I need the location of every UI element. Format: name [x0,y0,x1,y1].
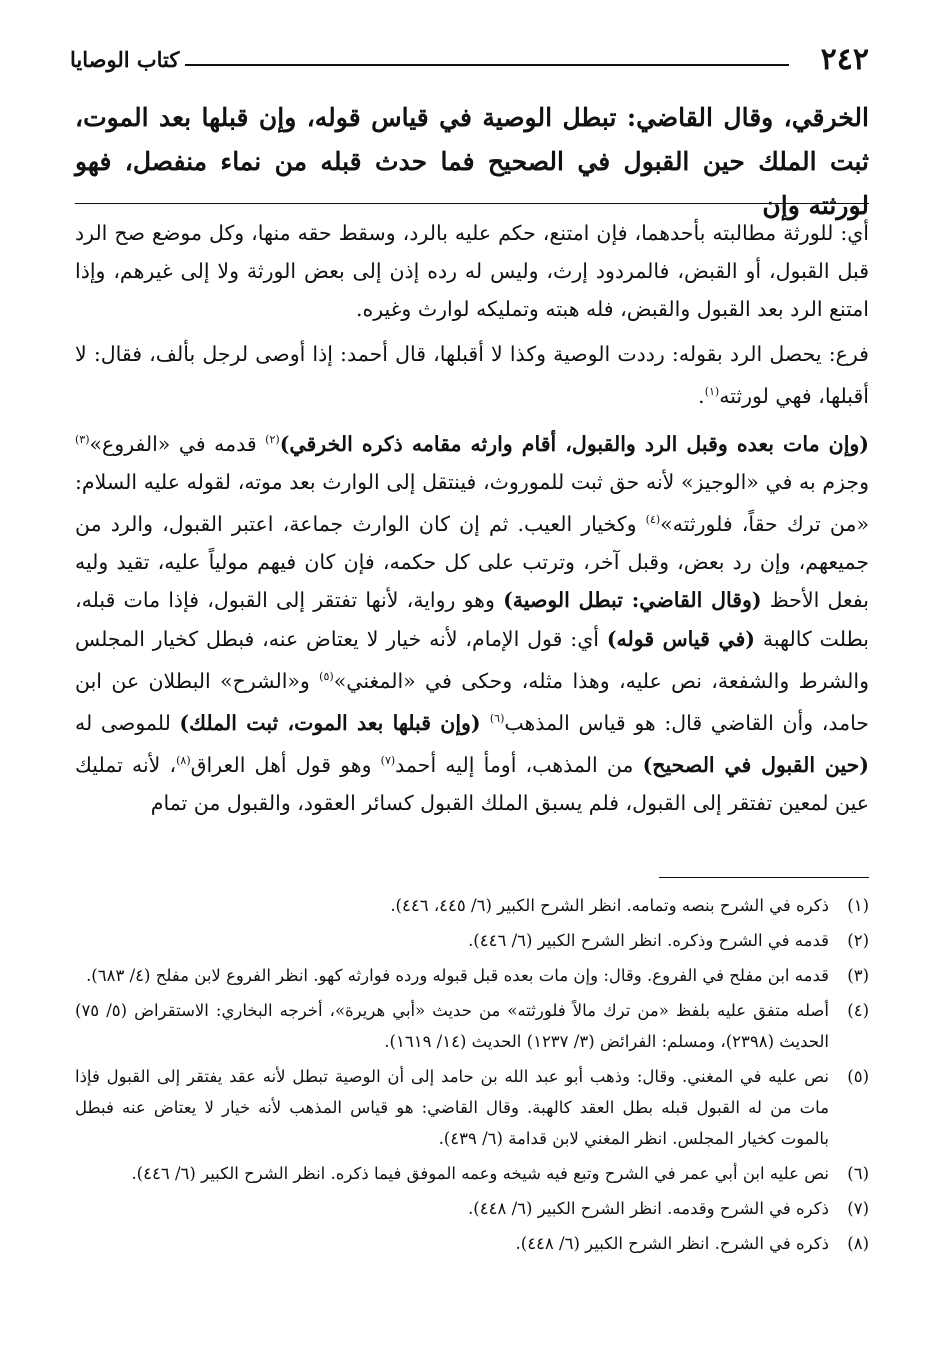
header-rule [185,64,789,66]
commentary-paragraph-2 [75,335,869,415]
matn-quote-5: (حين القبول في الصحيح) [642,752,869,777]
matn-text [75,96,869,228]
footnote-number: (١) [847,896,869,915]
text-segment: وكخيار العيب. ثم إن كان الوارث جماعة، اعتبر القبول، والرد من جميعهم، وإن رد بعض، وقبل آخر، وترتب على كل حكمه، فإن كان فيهم مولياً عليه، تقيد وليه بفعل الأحظ [75,511,869,613]
footnote-number: (٢) [847,931,869,950]
matn-paragraph: الخرقي، وقال القاضي: تبطل الوصية في قياس قوله، وإن قبلها بعد الموت، ثبت الملك حين القبول في الصحيح فما حدث قبله من نماء منفصل، فهو لورثته وإن [75,103,869,220]
paragraph-2-end: . [698,383,705,408]
footnote [75,1061,869,1154]
footnote-text: قدمه ابن مفلح في الفروع. وقال: وإن مات بعده قبل قبوله ورده فوارثه كهو. انظر الفروع لابن مفلح (٤/ ٦٨٣). [86,966,829,985]
footnote-divider [659,877,869,878]
footnote-text: ذكره في الشرح وقدمه. انظر الشرح الكبير (٦/ ٤٤٨). [468,1199,829,1218]
footnote-ref-3: (٣) [75,432,90,446]
paragraph-2-text: فرع: يحصل الرد بقوله: رددت الوصية وكذا لا أقبلها، قال أحمد: إذا أوصى لرجل بألف، فقال: لا أقبلها، فهي لورثته [75,341,869,408]
footnote-text: نص عليه في المغني. وقال: وذهب أبو عبد الله بن حامد إلى أن الوصية تبطل لأنه عقد يفتقر إلى القبول فإذا مات من له القبول قبله بطل العقد كالهبة. وقال القاضي: هو قياس المذهب لأنه خيار لا يعتاض عنه فبطل بالموت كخيار المجلس. انظر المغني لابن قدامة (٦/ ٤٣٩). [75,1067,829,1148]
footnote-number: (٤) [847,1001,869,1020]
footnote-number: (٥) [847,1067,869,1086]
commentary-paragraph-1: أي: للورثة مطالبته بأحدهما، فإن امتنع، حكم عليه بالرد، وسقط حقه منها، وكل موضع صح الرد قبل القبول، أو القبض، فالمردود إرث، وليس له رده إذن إلى بعض الورثة ولا إلى غيرهم، وإذا امتنع الرد بعد القبول والقبض، فله هبته وتمليكه لوارث وغيره. [75,221,869,322]
matn-quote-1: (وإن مات بعده وقبل الرد والقبول، أقام وارثه مقامه ذكره الخرقي) [279,431,869,456]
footnote-ref-8: (٨) [176,753,191,767]
text-segment: و«الشرح» البطلان عن ابن حامد، وأن القاضي قال: هو قياس المذهب [75,668,869,735]
footnote-text: ذكره في الشرح. انظر الشرح الكبير (٦/ ٤٤٨). [515,1234,829,1253]
footnote [75,890,869,921]
footnote [75,960,869,991]
footnote-text: قدمه في الشرح وذكره. انظر الشرح الكبير (٦/ ٤٤٦). [468,931,829,950]
footnote-ref-7: (٧) [380,753,396,767]
commentary-text [75,214,869,828]
footnote-text: نص عليه ابن أبي عمر في الشرح وتبع فيه شيخه وعمه الموفق فيما ذكره. انظر الشرح الكبير (٦/ ٤٤٦). [131,1164,829,1183]
matn-quote-3: (في قياس قوله) [606,626,755,651]
running-title: كتاب الوصايا [70,47,180,72]
footnotes [75,890,869,1263]
footnote-ref-6: (٦) [489,711,505,725]
matn-quote-2: (وقال القاضي: تبطل الوصية) [503,588,762,613]
footnote [75,1158,869,1189]
page-number: ٢٤٢ [820,42,869,77]
footnote-number: (٣) [847,966,869,985]
text-segment: وهو قول أهل العراق [190,752,381,777]
text-segment: قدمه في «الفروع» [89,431,266,456]
footnote-text: ذكره في الشرح بنصه وتمامه. انظر الشرح الكبير (٦/ ٤٤٥، ٤٤٦). [390,896,829,915]
text-segment: وهو رواية، لأنها تفتقر إلى القبول، فإذا مات قبله، بطلت كالهبة [75,588,870,651]
footnote [75,925,869,956]
footnote [75,1193,869,1224]
footnote-number: (٨) [847,1234,869,1253]
footnote-ref-2: (٢) [265,432,280,446]
footnote-number: (٦) [847,1164,869,1183]
matn-quote-4: (وإن قبلها بعد الموت، ثبت الملك) [179,710,490,735]
text-segment: من المذهب، أومأ إليه أحمد [395,752,643,777]
footnote-text: أصله متفق عليه بلفظ «من ترك مالاً فلورثته» من حديث «أبي هريرة»، أخرجه البخاري: الاستقراض (٥/ ٧٥) الحديث (٢٣٩٨)، ومسلم: الفرائض (٣/ ١٢٣٧) الحديث (١٤/ ١٦١٩). [75,1001,829,1051]
text-segment: ، لأنه تمليك عين لمعين تفتقر إلى القبول، فلم يسبق الملك القبول كسائر العقود، والقبول من تمام [75,752,869,815]
footnote [75,1228,869,1259]
text-segment: وجزم به في «الوجيز» لأنه حق ثبت للموروث، فينتقل إلى الوارث بعد موته، لقوله عليه السلام: «من ترك حقاً، فلورثته» [75,469,870,536]
text-segment: للموصى له [75,710,180,735]
commentary-paragraph-3 [75,421,869,822]
matn-divider [75,203,869,204]
footnote-ref-1: (١) [704,384,720,398]
footnote-number: (٧) [847,1199,869,1218]
footnote-ref-5: (٥) [319,669,334,683]
text-segment: أي: قول الإمام، لأنه خيار لا يعتاض عنه، فبطل كخيار المجلس والشرط والشفعة، نص عليه، وهذا مثله، وحكى في «المغني» [75,626,869,693]
footnote [75,995,869,1057]
footnote-ref-4: (٤) [645,513,661,527]
page-header [70,40,869,80]
